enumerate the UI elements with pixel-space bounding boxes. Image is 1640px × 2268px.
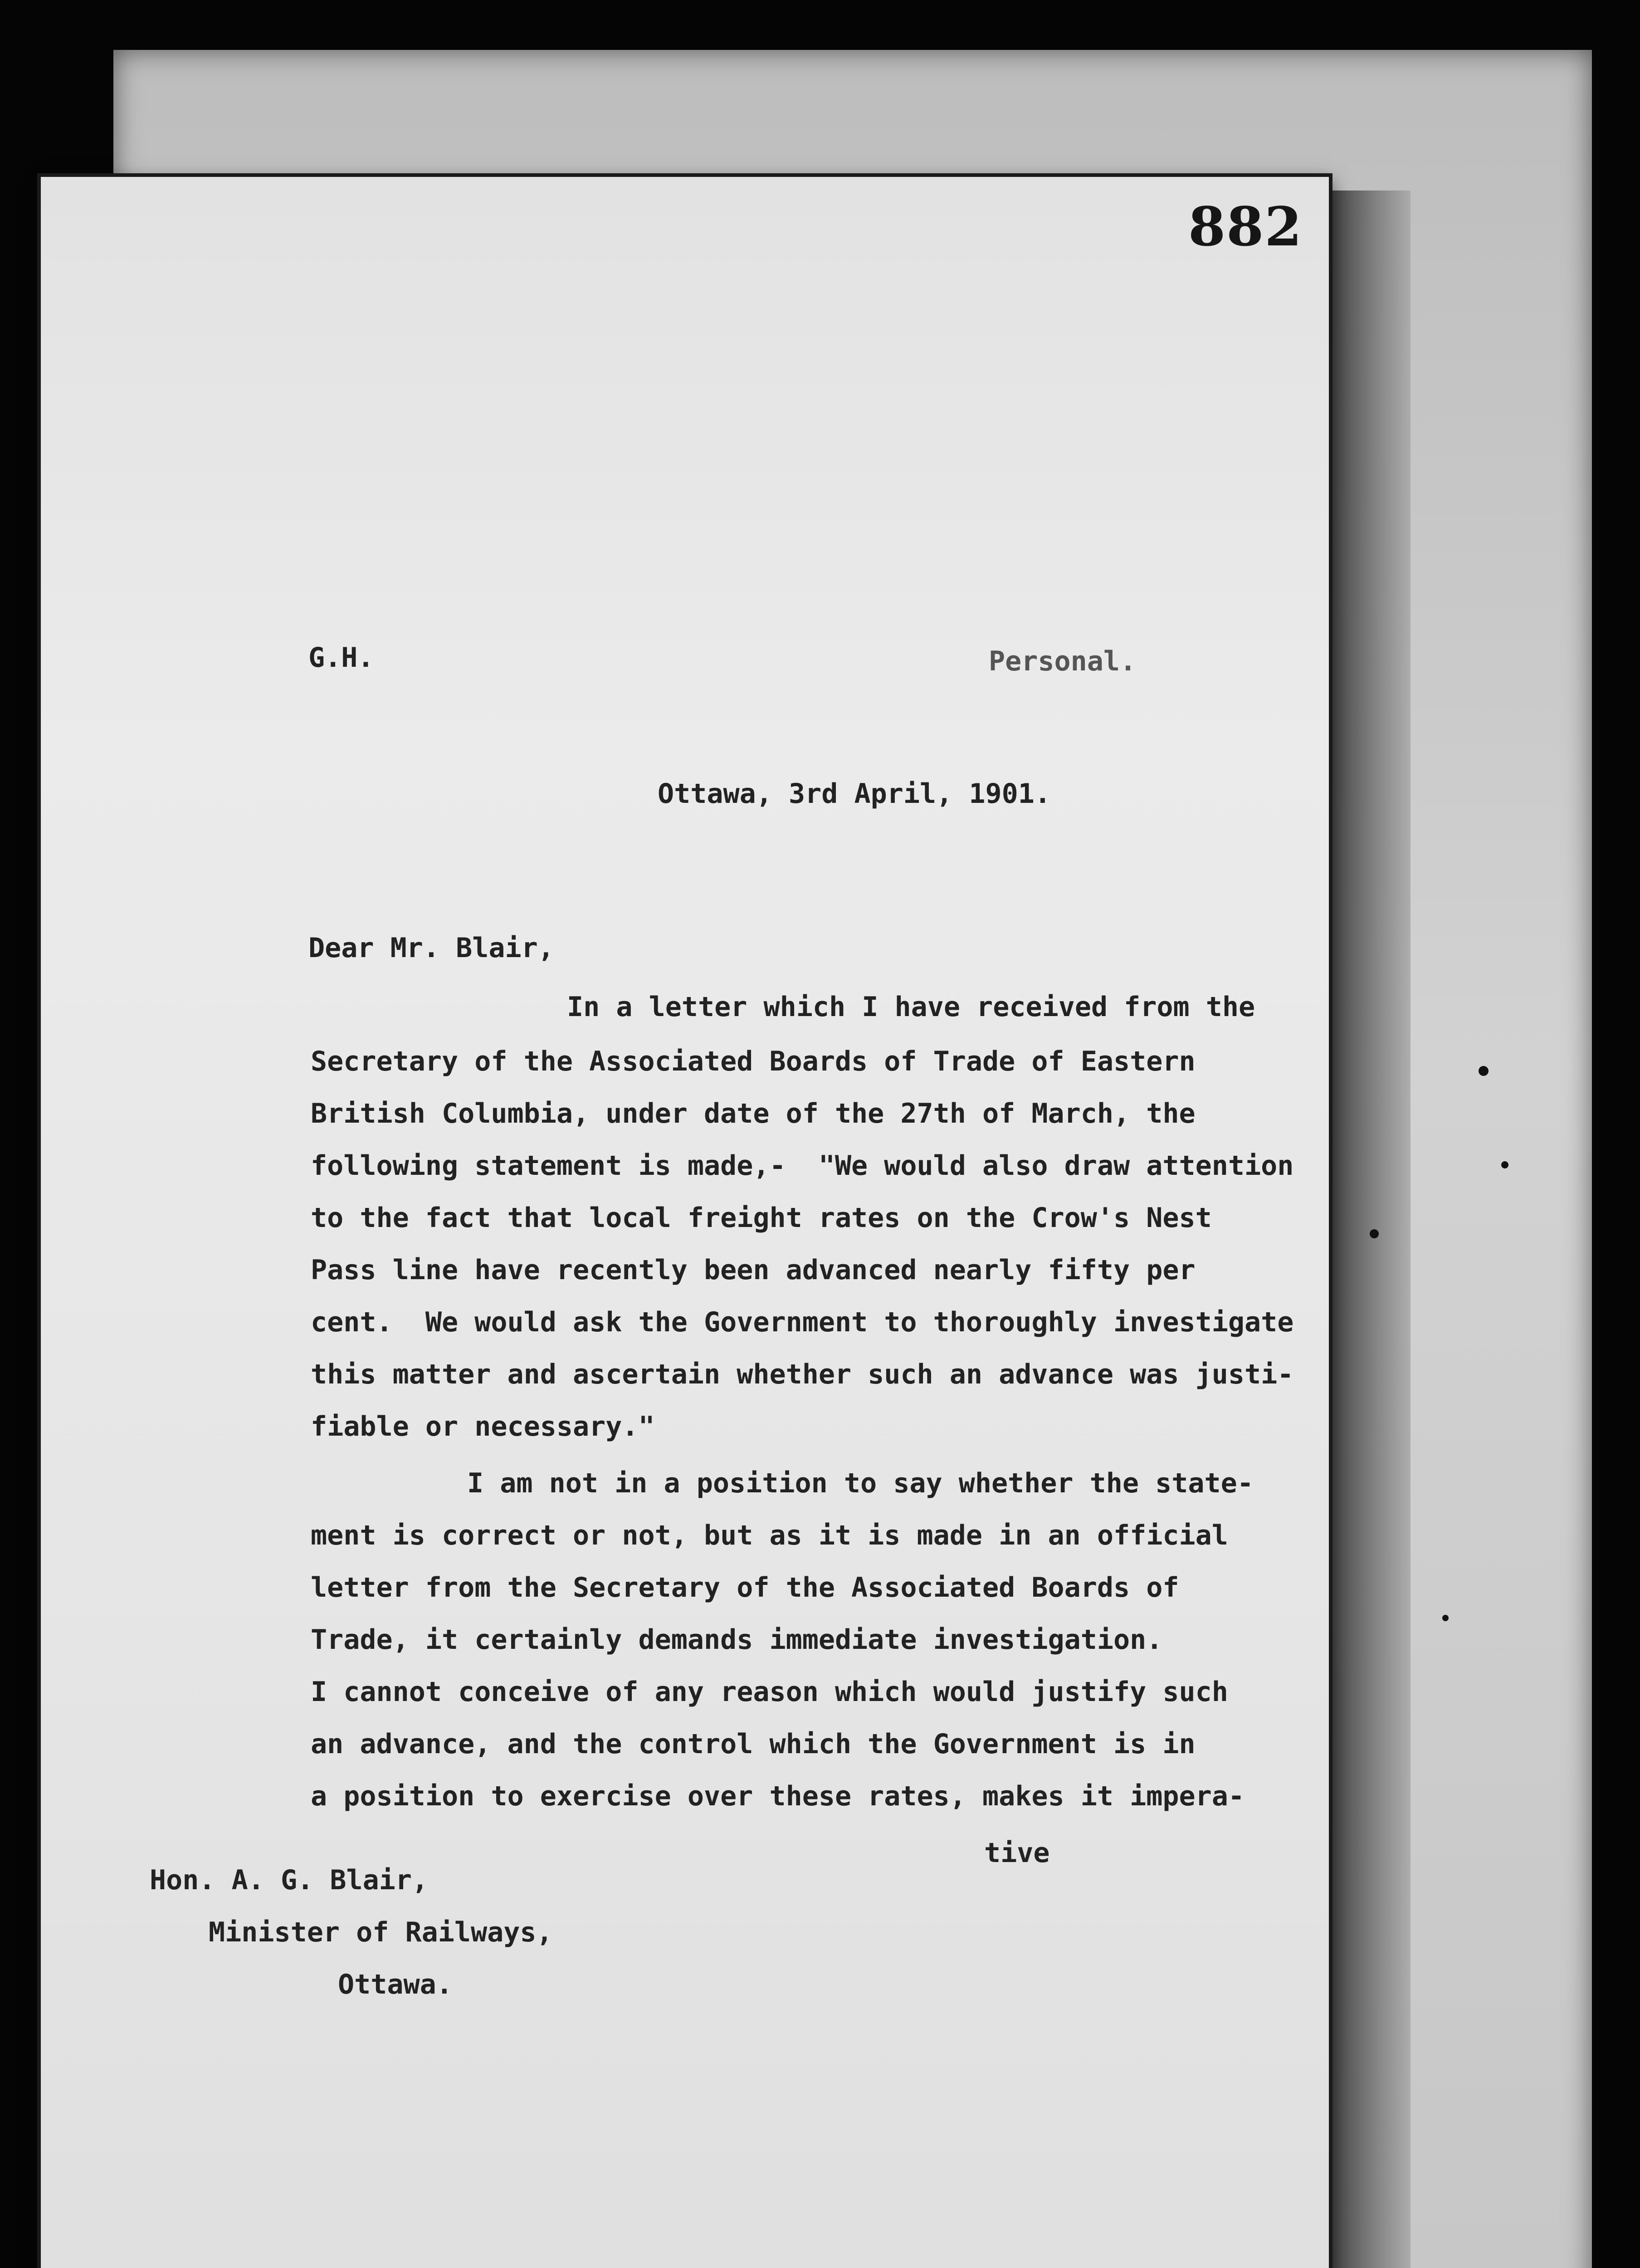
- page-number: 882: [1188, 195, 1303, 258]
- body-line: an advance, and the control which the Government is in: [311, 1728, 1196, 1760]
- body-line: cent. We would ask the Government to thoroughly investigate: [311, 1306, 1294, 1338]
- body-line: following statement is made,- "We would also draw attention: [311, 1150, 1294, 1182]
- body-line: Trade, it certainly demands immediate investigation.: [311, 1624, 1163, 1656]
- body-line: to the fact that local freight rates on the Crow's Nest: [311, 1202, 1212, 1234]
- personal-marking: Personal.: [989, 645, 1137, 677]
- dateline: Ottawa, 3rd April, 1901.: [658, 778, 1051, 810]
- body-line: letter from the Secretary of the Associated Boards of: [311, 1572, 1179, 1603]
- body-line: Pass line have recently been advanced nearly fifty per: [311, 1254, 1196, 1286]
- body-line: this matter and ascertain whether such an advance was justi-: [311, 1359, 1294, 1390]
- body-line: I cannot conceive of any reason which would justify such: [311, 1676, 1228, 1708]
- addressee-title: Minister of Railways,: [209, 1916, 553, 1948]
- ink-spot: [1442, 1615, 1449, 1621]
- addressee-city: Ottawa.: [338, 1969, 453, 2000]
- body-line: ment is correct or not, but as it is made in an official: [311, 1520, 1228, 1551]
- sheet-edge-shadow: [1329, 191, 1411, 2268]
- catchword: tive: [984, 1837, 1050, 1869]
- body-line: British Columbia, under date of the 27th of March, the: [311, 1098, 1196, 1129]
- salutation: Dear Mr. Blair,: [308, 932, 554, 964]
- body-line: I am not in a position to say whether the state-: [467, 1467, 1254, 1499]
- body-line: In a letter which I have received from the: [567, 991, 1255, 1023]
- ink-spot: [1501, 1161, 1508, 1168]
- addressee-name: Hon. A. G. Blair,: [150, 1864, 429, 1896]
- ink-spot: [1479, 1066, 1489, 1076]
- body-line: a position to exercise over these rates, makes it impera-: [311, 1780, 1245, 1812]
- initials: G.H.: [308, 642, 374, 674]
- body-line: fiable or necessary.": [311, 1411, 655, 1442]
- ink-spot: [1370, 1229, 1379, 1238]
- body-line: Secretary of the Associated Boards of Trade of Eastern: [311, 1046, 1196, 1077]
